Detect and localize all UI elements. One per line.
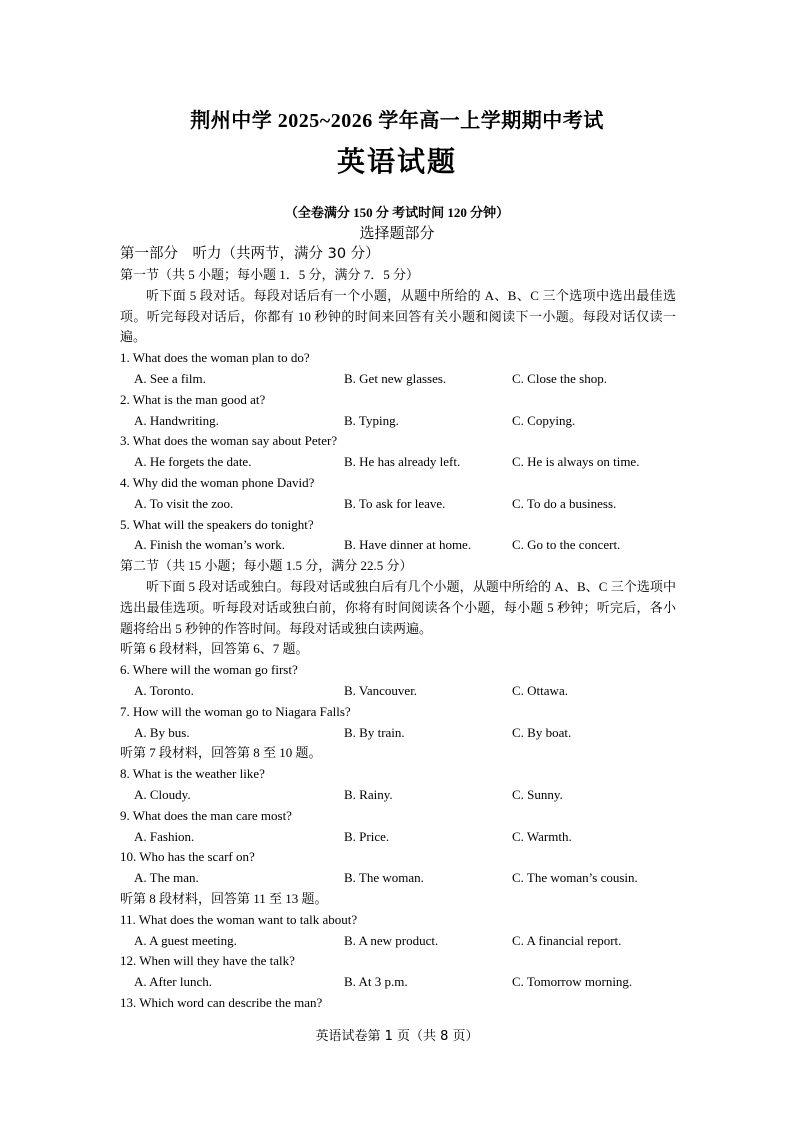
section-1-heading: 第一节（共 5 小题；每小题 1．5 分，满分 7．5 分） [120, 267, 420, 282]
options-row [120, 681, 676, 702]
question-text: 1. What does the woman plan to do? [120, 350, 310, 366]
question-text: 4. Why did the woman phone David? [120, 474, 315, 490]
option-b: B. Typing. [344, 412, 399, 428]
option-a: A. Handwriting. [134, 412, 219, 428]
question-text: 6. Where will the woman go first? [120, 662, 298, 678]
question-6 [120, 660, 676, 702]
options-row [120, 723, 676, 744]
options-row [120, 868, 676, 889]
options-row [120, 972, 676, 993]
section-1-instructions: 听下面 5 段对话。每段对话后有一个小题，从题中所给的 A、B、C 三个选项中选出最佳选项。听完每段对话后，你都有 10 秒钟的时间来回答有关小题和阅读下一小题。每段对话仅读一遍。 [120, 287, 676, 345]
question-1 [120, 348, 676, 390]
option-a: A. A guest meeting. [134, 932, 237, 948]
option-a: A. He forgets the date. [134, 454, 252, 470]
question-11 [120, 910, 676, 952]
part-title: 第一部分 听力（共两节，满分 30 分） [120, 246, 380, 262]
material-6-note: 听第 6 段材料，回答第 6、7 题。 [120, 641, 309, 657]
question-text: 5. What will the speakers do tonight? [120, 516, 314, 532]
question-text: 13. Which word can describe the man? [120, 994, 323, 1010]
option-c: C. Close the shop. [512, 370, 607, 386]
option-c: C. Copying. [512, 412, 576, 428]
option-a: A. Finish the woman’s work. [134, 537, 285, 553]
option-c: C. A financial report. [512, 932, 622, 948]
question-text: 11. What does the woman want to talk about? [120, 911, 358, 927]
question-5 [120, 515, 676, 557]
option-b: B. Rainy. [344, 786, 393, 802]
question-text: 12. When will they have the talk? [120, 953, 295, 969]
exam-content [120, 244, 676, 1014]
options-row [120, 494, 676, 515]
option-a: A. Toronto. [134, 682, 194, 698]
option-a: A. After lunch. [134, 974, 212, 990]
exam-note: （全卷满分 150 分 考试时间 120 分钟） [284, 205, 510, 220]
question-10 [120, 847, 676, 889]
option-c: C. Sunny. [512, 786, 563, 802]
options-row [120, 452, 676, 473]
question-text: 9. What does the man care most? [120, 807, 292, 823]
option-b: B. He has already left. [344, 454, 461, 470]
option-b: B. Get new glasses. [344, 370, 447, 386]
exam-subject: 英语试题 [336, 147, 457, 178]
question-3 [120, 431, 676, 473]
page-footer: 英语试卷第 1 页（共 8 页） [315, 1029, 479, 1044]
question-text: 10. Who has the scarf on? [120, 849, 255, 865]
option-b: B. Have dinner at home. [344, 537, 472, 553]
option-a: A. Fashion. [134, 828, 195, 844]
option-b: B. Price. [344, 828, 390, 844]
question-9 [120, 806, 676, 848]
material-7-note: 听第 7 段材料，回答第 8 至 10 题。 [120, 745, 322, 761]
question-text: 8. What is the weather like? [120, 766, 265, 782]
question-4 [120, 473, 676, 515]
question-13 [120, 993, 676, 1014]
options-row [120, 785, 676, 806]
option-a: A. See a film. [134, 370, 206, 386]
question-text: 3. What does the woman say about Peter? [120, 433, 338, 449]
section-2-heading: 第二节（共 15 小题；每小题 1.5 分，满分 22.5 分） [120, 558, 413, 574]
option-b: B. By train. [344, 724, 405, 740]
options-row [120, 411, 676, 432]
question-2 [120, 390, 676, 432]
option-b: B. At 3 p.m. [344, 974, 408, 990]
option-c: C. Ottawa. [512, 682, 568, 698]
exam-title: 荆州中学 2025~2026 学年高一上学期期中考试 [190, 110, 604, 132]
question-7 [120, 702, 676, 744]
options-row [120, 369, 676, 390]
option-a: A. Cloudy. [134, 786, 191, 802]
option-b: B. The woman. [344, 870, 424, 886]
section-heading: 选择题部分 [359, 224, 435, 242]
question-text: 7. How will the woman go to Niagara Falls? [120, 703, 351, 719]
option-b: B. To ask for leave. [344, 495, 446, 511]
option-c: C. By boat. [512, 724, 572, 740]
question-8 [120, 764, 676, 806]
option-a: A. To visit the zoo. [134, 495, 234, 511]
option-c: C. To do a business. [512, 495, 617, 511]
section-2-instructions: 听下面 5 段对话或独白。每段对话或独白后有几个小题，从题中所给的 A、B、C 三个选项中选出最佳选项。听每段对话或独白前，你将有时间阅读各个小题，每小题 5 秒钟；听完后，各小题将给出 5 秒钟的作答时间。每段对话或独白读两遍。 [120, 578, 676, 636]
option-c: C. Go to the concert. [512, 537, 621, 553]
option-a: A. The man. [134, 870, 199, 886]
option-b: B. Vancouver. [344, 682, 418, 698]
options-row [120, 535, 676, 556]
option-c: C. Tomorrow morning. [512, 974, 633, 990]
option-a: A. By bus. [134, 724, 190, 740]
material-8-note: 听第 8 段材料，回答第 11 至 13 题。 [120, 890, 328, 906]
option-c: C. The woman’s cousin. [512, 870, 638, 886]
option-c: C. He is always on time. [512, 454, 640, 470]
option-b: B. A new product. [344, 932, 439, 948]
options-row [120, 827, 676, 848]
question-text: 2. What is the man good at? [120, 391, 266, 407]
question-12 [120, 951, 676, 993]
option-c: C. Warmth. [512, 828, 572, 844]
options-row [120, 931, 676, 952]
